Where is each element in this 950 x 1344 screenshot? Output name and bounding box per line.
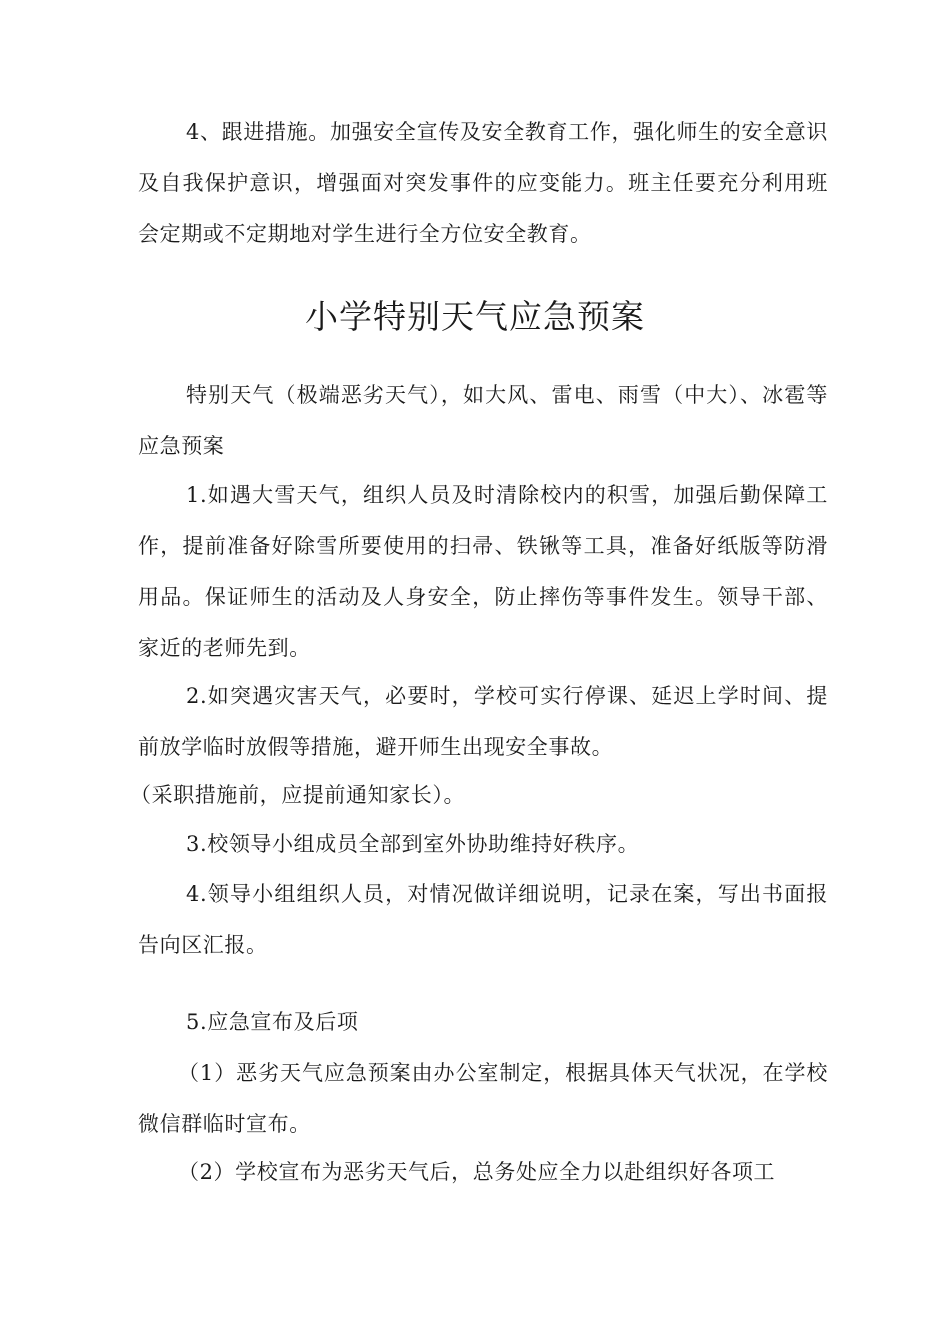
paragraph-item-5-heading: 5.应急宣布及后项	[186, 1010, 359, 1034]
paragraph-item-1: 1.如遇大雪天气，组织人员及时清除校内的积雪，加强后勤保障工作，提前准备好除雪所要使用的扫帚、铁锹等工具，准备好纸版等防滑用品。保证师生的活动及人身安全，防止摔伤等事件发生。领导干部、家近的老师先到。	[138, 483, 828, 660]
paragraph-item-4: 4.领导小组组织人员，对情况做详细说明，记录在案，写出书面报告向区汇报。	[138, 882, 828, 957]
paragraph-item-2: 2.如突遇灾害天气，必要时，学校可实行停课、延迟上学时间、提前放学临时放假等措施，避开师生出现安全事故。	[138, 684, 828, 759]
paragraph-followup-measures: 4、跟进措施。加强安全宣传及安全教育工作，强化师生的安全意识及自我保护意识，增强面对突发事件的应变能力。班主任要充分利用班会定期或不定期地对学生进行全方位安全教育。	[138, 120, 828, 246]
paragraph-item-5-sub-2: （2）学校宣布为恶劣天气后，总务处应全力以赴组织好各项工	[178, 1160, 776, 1184]
document-title: 小学特别天气应急预案	[305, 297, 645, 336]
paragraph-item-5-sub-1: （1）恶劣天气应急预案由办公室制定，根据具体天气状况，在学校微信群临时宣布。	[138, 1061, 828, 1136]
paragraph-note: （采职措施前，应提前通知家长）。	[130, 783, 466, 807]
paragraph-intro: 特别天气（极端恶劣天气），如大风、雷电、雨雪（中大）、冰雹等应急预案	[138, 383, 828, 458]
paragraph-item-3: 3.校领导小组成员全部到室外协助维持好秩序。	[186, 832, 640, 856]
